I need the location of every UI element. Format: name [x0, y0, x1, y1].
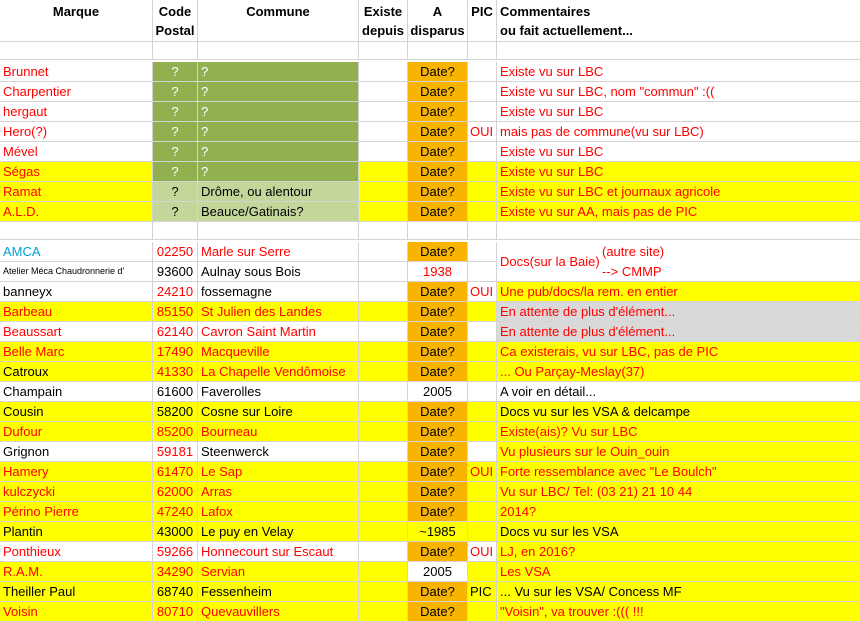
cell-code[interactable]: 59266: [153, 542, 198, 562]
cell-commune[interactable]: ?: [198, 122, 359, 142]
cell-existe[interactable]: [359, 302, 408, 322]
cell-disparus[interactable]: Date?: [408, 362, 468, 382]
empty-cell[interactable]: [468, 42, 497, 60]
table-row: [0, 342, 860, 362]
cell-existe[interactable]: [359, 142, 408, 162]
cell-commune[interactable]: fossemagne: [198, 282, 359, 302]
cell-pic[interactable]: [468, 302, 497, 322]
cell-commune[interactable]: La Chapelle Vendômoise: [198, 362, 359, 382]
cell-existe[interactable]: [359, 462, 408, 482]
cell-marque[interactable]: Voisin: [0, 602, 153, 622]
cell-comment[interactable]: Existe vu sur LBC: [497, 102, 860, 122]
cell-existe[interactable]: [359, 242, 408, 262]
header-code-line1: Code: [158, 4, 192, 19]
cell-marque[interactable]: kulczycki: [0, 482, 153, 502]
table-row: [0, 62, 860, 82]
cell-existe[interactable]: [359, 282, 408, 302]
cell-commune[interactable]: Le Sap: [198, 462, 359, 482]
table-row: [0, 82, 860, 102]
cell-disparus[interactable]: Date?: [408, 442, 468, 462]
cell-disparus[interactable]: Date?: [408, 102, 468, 122]
empty-cell[interactable]: [153, 222, 198, 240]
table-row: [0, 302, 860, 322]
cell-pic[interactable]: [468, 322, 497, 342]
cell-disparus[interactable]: Date?: [408, 122, 468, 142]
cell-code[interactable]: ?: [153, 102, 198, 122]
cell-commune[interactable]: ?: [198, 162, 359, 182]
cell-existe[interactable]: [359, 542, 408, 562]
comment-autre-site: (autre site): [602, 244, 665, 259]
cell-existe[interactable]: [359, 382, 408, 402]
cell-disparus[interactable]: Date?: [408, 602, 468, 622]
cell-marque[interactable]: Hamery: [0, 462, 153, 482]
empty-cell[interactable]: [198, 222, 359, 240]
table-row: [0, 122, 860, 142]
cell-comment[interactable]: Les VSA: [497, 562, 860, 582]
empty-row: [0, 42, 860, 60]
cell-code[interactable]: 58200: [153, 402, 198, 422]
cell-marque[interactable]: Theiller Paul: [0, 582, 153, 602]
table-row: [0, 462, 860, 482]
cell-pic[interactable]: [468, 482, 497, 502]
cell-marque[interactable]: hergaut: [0, 102, 153, 122]
cell-code[interactable]: ?: [153, 62, 198, 82]
cell-commune[interactable]: Lafox: [198, 502, 359, 522]
cell-existe[interactable]: [359, 562, 408, 582]
cell-marque[interactable]: R.A.M.: [0, 562, 153, 582]
cell-commune[interactable]: ?: [198, 82, 359, 102]
cell-comment[interactable]: Existe vu sur LBC: [497, 162, 860, 182]
cell-disparus[interactable]: Date?: [408, 242, 468, 262]
cell-commune[interactable]: ?: [198, 102, 359, 122]
cell-comment[interactable]: Ca existerais, vu sur LBC, pas de PIC: [497, 342, 860, 362]
cell-disparus[interactable]: Date?: [408, 542, 468, 562]
cell-existe[interactable]: [359, 202, 408, 222]
table-row: [0, 502, 860, 522]
header-existe-line1: Existe: [363, 4, 403, 19]
cell-code[interactable]: 43000: [153, 522, 198, 542]
cell-comment[interactable]: Existe vu sur LBC: [497, 142, 860, 162]
cell-marque[interactable]: Cousin: [0, 402, 153, 422]
cell-comment[interactable]: Docs vu sur les VSA & delcampe: [497, 402, 860, 422]
cell-commune[interactable]: Honnecourt sur Escaut: [198, 542, 359, 562]
cell-marque[interactable]: Beaussart: [0, 322, 153, 342]
cell-comment[interactable]: Vu sur LBC/ Tel: (03 21) 21 10 44: [497, 482, 860, 502]
table-row: [0, 422, 860, 442]
cell-disparus[interactable]: Date?: [408, 502, 468, 522]
cell-disparus[interactable]: 2005: [408, 382, 468, 402]
cell-pic[interactable]: [468, 422, 497, 442]
cell-marque[interactable]: AMCA: [0, 242, 153, 262]
cell-marque[interactable]: Catroux: [0, 362, 153, 382]
cell-comment[interactable]: ... Vu sur les VSA/ Concess MF: [497, 582, 860, 602]
cell-disparus[interactable]: Date?: [408, 182, 468, 202]
cell-pic[interactable]: [468, 342, 497, 362]
cell-disparus[interactable]: Date?: [408, 202, 468, 222]
cell-code[interactable]: ?: [153, 202, 198, 222]
cell-existe[interactable]: [359, 362, 408, 382]
cell-comment[interactable]: Existe vu sur LBC: [497, 62, 860, 82]
cell-marque[interactable]: A.L.D.: [0, 202, 153, 222]
cell-commune[interactable]: Faverolles: [198, 382, 359, 402]
cell-commune[interactable]: Le puy en Velay: [198, 522, 359, 542]
table-row: [0, 282, 860, 302]
cell-pic[interactable]: [468, 262, 497, 282]
cell-code[interactable]: 02250: [153, 242, 198, 262]
cell-marque[interactable]: Brunnet: [0, 62, 153, 82]
cell-code[interactable]: 47240: [153, 502, 198, 522]
cell-commune[interactable]: Steenwerck: [198, 442, 359, 462]
comment-cmmp: --> CMMP: [602, 264, 662, 279]
cell-pic[interactable]: [468, 402, 497, 422]
cell-code[interactable]: 17490: [153, 342, 198, 362]
cell-pic[interactable]: [468, 362, 497, 382]
cell-pic[interactable]: [468, 382, 497, 402]
cell-commune[interactable]: Arras: [198, 482, 359, 502]
cell-code[interactable]: 68740: [153, 582, 198, 602]
cell-marque[interactable]: Périno Pierre: [0, 502, 153, 522]
cell-disparus[interactable]: Date?: [408, 142, 468, 162]
cell-existe[interactable]: [359, 422, 408, 442]
cell-existe[interactable]: [359, 342, 408, 362]
cell-pic[interactable]: [468, 602, 497, 622]
cell-comment[interactable]: Docs vu sur les VSA: [497, 522, 860, 542]
cell-commune[interactable]: Quevauvillers: [198, 602, 359, 622]
cell-existe[interactable]: [359, 62, 408, 82]
cell-disparus[interactable]: 2005: [408, 562, 468, 582]
cell-code[interactable]: 62140: [153, 322, 198, 342]
table-row: [0, 142, 860, 162]
cell-code[interactable]: 41330: [153, 362, 198, 382]
cell-existe[interactable]: [359, 602, 408, 622]
cell-existe[interactable]: [359, 182, 408, 202]
cell-commune[interactable]: Servian: [198, 562, 359, 582]
cell-existe[interactable]: [359, 122, 408, 142]
cell-pic[interactable]: OUI: [468, 542, 497, 562]
empty-cell[interactable]: [153, 42, 198, 60]
comment-docs: Docs(sur la Baie): [500, 254, 600, 269]
cell-code[interactable]: ?: [153, 82, 198, 102]
cell-existe[interactable]: [359, 82, 408, 102]
cell-pic[interactable]: [468, 82, 497, 102]
cell-pic[interactable]: [468, 162, 497, 182]
cell-pic[interactable]: PIC: [468, 582, 497, 602]
table-row: [0, 582, 860, 602]
table-row: [0, 162, 860, 182]
cell-disparus[interactable]: Date?: [408, 342, 468, 362]
cell-commune[interactable]: St Julien des Landes: [198, 302, 359, 322]
header-code-line2: Postal: [155, 23, 195, 38]
cell-disparus[interactable]: Date?: [408, 482, 468, 502]
cell-existe[interactable]: [359, 162, 408, 182]
cell-marque[interactable]: Mével: [0, 142, 153, 162]
empty-cell[interactable]: [359, 222, 408, 240]
header-existe[interactable]: [359, 0, 408, 42]
cell-commune[interactable]: Drôme, ou alentour: [198, 182, 359, 202]
cell-marque[interactable]: Plantin: [0, 522, 153, 542]
table-row: [0, 202, 860, 222]
cell-code[interactable]: ?: [153, 162, 198, 182]
table-row: [0, 602, 860, 622]
cell-existe[interactable]: [359, 582, 408, 602]
cell-disparus[interactable]: Date?: [408, 422, 468, 442]
cell-marque[interactable]: Charpentier: [0, 82, 153, 102]
cell-comment[interactable]: Existe vu sur LBC, nom "commun" :((: [497, 82, 860, 102]
table-row: [0, 562, 860, 582]
cell-code[interactable]: ?: [153, 182, 198, 202]
cell-marque[interactable]: Grignon: [0, 442, 153, 462]
cell-pic[interactable]: [468, 442, 497, 462]
cell-comment[interactable]: En attente de plus d'élément...: [497, 302, 860, 322]
cell-comment[interactable]: Existe(ais)? Vu sur LBC: [497, 422, 860, 442]
header-commentaires[interactable]: [497, 0, 860, 42]
cell-disparus[interactable]: Date?: [408, 302, 468, 322]
cell-disparus[interactable]: Date?: [408, 282, 468, 302]
cell-existe[interactable]: [359, 522, 408, 542]
cell-commune[interactable]: ?: [198, 62, 359, 82]
cell-disparus[interactable]: ~1985: [408, 522, 468, 542]
header-pic-label: PIC: [471, 4, 493, 19]
cell-pic[interactable]: [468, 502, 497, 522]
cell-comment[interactable]: Vu plusieurs sur le Ouin_ouin: [497, 442, 860, 462]
cell-code[interactable]: 61470: [153, 462, 198, 482]
cell-pic[interactable]: OUI: [468, 462, 497, 482]
cell-pic[interactable]: OUI: [468, 282, 497, 302]
cell-marque[interactable]: Hero(?): [0, 122, 153, 142]
empty-cell[interactable]: [468, 222, 497, 240]
header-code-postal[interactable]: [153, 0, 198, 42]
cell-disparus[interactable]: 1938: [408, 262, 468, 282]
cell-commune[interactable]: Fessenheim: [198, 582, 359, 602]
cell-marque[interactable]: banneyx: [0, 282, 153, 302]
empty-cell[interactable]: [408, 42, 468, 60]
cell-pic[interactable]: [468, 182, 497, 202]
cell-commune[interactable]: Aulnay sous Bois: [198, 262, 359, 282]
cell-comment[interactable]: Existe vu sur AA, mais pas de PIC: [497, 202, 860, 222]
header-pic[interactable]: [468, 0, 497, 42]
cell-code[interactable]: 93600: [153, 262, 198, 282]
cell-marque[interactable]: Ramat: [0, 182, 153, 202]
header-commune-label: Commune: [246, 4, 310, 19]
cell-existe[interactable]: [359, 102, 408, 122]
cell-marque[interactable]: Ségas: [0, 162, 153, 182]
table-row: [0, 442, 860, 462]
table-row: [0, 262, 860, 282]
header-marque[interactable]: [0, 0, 153, 42]
header-commentaires-line2: ou fait actuellement...: [500, 23, 633, 38]
cell-comment[interactable]: Existe vu sur LBC et journaux agricole: [497, 182, 860, 202]
cell-commune[interactable]: Cosne sur Loire: [198, 402, 359, 422]
cell-code[interactable]: 62000: [153, 482, 198, 502]
cell-disparus[interactable]: Date?: [408, 462, 468, 482]
cell-marque[interactable]: Atelier Méca Chaudronnerie d': [0, 262, 153, 282]
cell-existe[interactable]: [359, 502, 408, 522]
cell-existe[interactable]: [359, 442, 408, 462]
cell-comment[interactable]: Une pub/docs/la rem. en entier: [497, 282, 860, 302]
cell-marque[interactable]: Champain: [0, 382, 153, 402]
cell-commune[interactable]: Bourneau: [198, 422, 359, 442]
header-disparus[interactable]: [408, 0, 468, 42]
empty-cell[interactable]: [0, 222, 153, 240]
cell-marque[interactable]: Belle Marc: [0, 342, 153, 362]
header-commentaires-line1: Commentaires: [500, 4, 591, 19]
header-disparus-line2: disparus: [410, 23, 465, 38]
cell-disparus[interactable]: Date?: [408, 582, 468, 602]
table-row: [0, 402, 860, 422]
cell-code[interactable]: ?: [153, 142, 198, 162]
table-row: [0, 382, 860, 402]
table-row: [0, 482, 860, 502]
table-row: [0, 542, 860, 562]
cell-existe[interactable]: [359, 262, 408, 282]
cell-disparus[interactable]: Date?: [408, 322, 468, 342]
cell-comment[interactable]: "Voisin", va trouver :((( !!!: [497, 602, 860, 622]
header-existe-line2: depuis: [362, 23, 404, 38]
cell-comment[interactable]: A voir en détail...: [497, 382, 860, 402]
table-row: [0, 322, 860, 342]
cell-pic[interactable]: [468, 562, 497, 582]
cell-code[interactable]: 24210: [153, 282, 198, 302]
cell-commune[interactable]: Marle sur Serre: [198, 242, 359, 262]
empty-row: [0, 222, 860, 240]
cell-code[interactable]: 34290: [153, 562, 198, 582]
cell-comment[interactable]: En attente de plus d'élément...: [497, 322, 860, 342]
cell-disparus[interactable]: Date?: [408, 402, 468, 422]
header-marque-label: Marque: [52, 4, 100, 19]
cell-existe[interactable]: [359, 482, 408, 502]
cell-existe[interactable]: [359, 322, 408, 342]
cell-comment[interactable]: ... Ou Parçay-Meslay(37): [497, 362, 860, 382]
cell-disparus[interactable]: Date?: [408, 82, 468, 102]
cell-pic[interactable]: [468, 62, 497, 82]
cell-code[interactable]: ?: [153, 122, 198, 142]
header-row: [0, 0, 860, 42]
cell-code[interactable]: 80710: [153, 602, 198, 622]
cell-pic[interactable]: [468, 202, 497, 222]
cell-commune[interactable]: Beauce/Gatinais?: [198, 202, 359, 222]
table-row: [0, 522, 860, 542]
empty-cell[interactable]: [497, 42, 860, 60]
empty-cell[interactable]: [0, 42, 153, 60]
cell-code[interactable]: 85150: [153, 302, 198, 322]
cell-pic[interactable]: OUI: [468, 122, 497, 142]
header-commune[interactable]: [198, 0, 359, 42]
empty-cell[interactable]: [497, 222, 860, 240]
cell-marque[interactable]: Dufour: [0, 422, 153, 442]
cell-marque[interactable]: Barbeau: [0, 302, 153, 322]
cell-marque[interactable]: Ponthieux: [0, 542, 153, 562]
cell-pic[interactable]: [468, 242, 497, 262]
cell-comment[interactable]: LJ, en 2016?: [497, 542, 860, 562]
cell-code[interactable]: 85200: [153, 422, 198, 442]
cell-commune[interactable]: ?: [198, 142, 359, 162]
cell-code[interactable]: 59181: [153, 442, 198, 462]
cell-disparus[interactable]: Date?: [408, 62, 468, 82]
cell-pic[interactable]: [468, 142, 497, 162]
cell-comment[interactable]: Forte ressemblance avec "Le Boulch": [497, 462, 860, 482]
table-row: [0, 362, 860, 382]
cell-code[interactable]: 61600: [153, 382, 198, 402]
cell-pic[interactable]: [468, 522, 497, 542]
table-row: [0, 102, 860, 122]
cell-pic[interactable]: [468, 102, 497, 122]
cell-existe[interactable]: [359, 402, 408, 422]
cell-commune[interactable]: Cavron Saint Martin: [198, 322, 359, 342]
table-row: [0, 182, 860, 202]
cell-comment[interactable]: mais pas de commune(vu sur LBC): [497, 122, 860, 142]
cell-comment[interactable]: 2014?: [497, 502, 860, 522]
cell-commune[interactable]: Macqueville: [198, 342, 359, 362]
cell-disparus[interactable]: Date?: [408, 162, 468, 182]
empty-cell[interactable]: [408, 222, 468, 240]
header-disparus-line1: A: [432, 4, 443, 19]
empty-cell[interactable]: [198, 42, 359, 60]
empty-cell[interactable]: [359, 42, 408, 60]
